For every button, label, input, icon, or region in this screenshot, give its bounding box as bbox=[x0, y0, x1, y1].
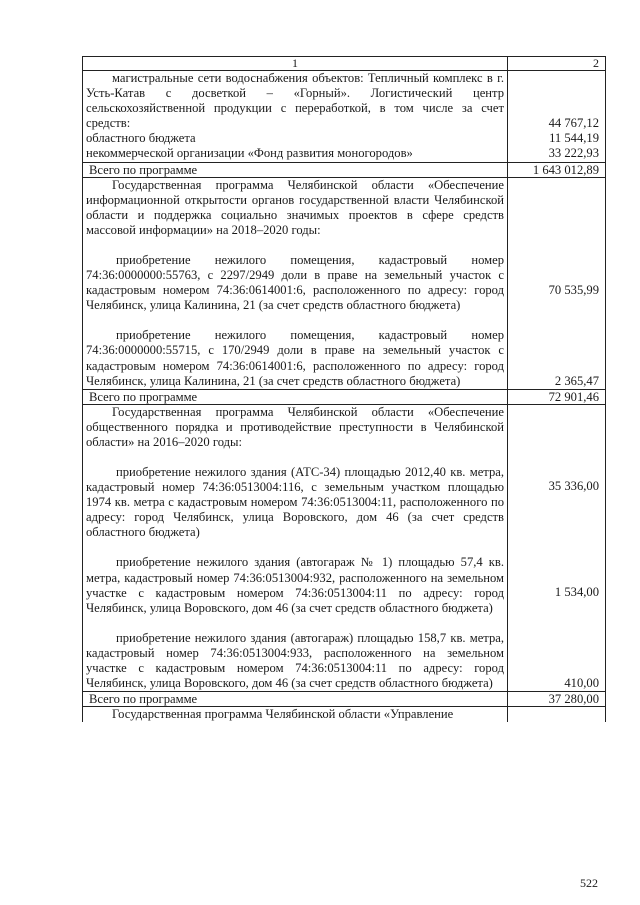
total-label: Всего по программе bbox=[83, 389, 508, 404]
item-text: приобретение нежилого помещения, кадастровый номер 74:36:0000000:55715, с 170/2949 доли в праве на земельный участок с кадастровым номером 74:36:0614001:6, расположенного по адресу: город Челябинск, улица Калинина, 21 (за счет средств областного бюджета) bbox=[86, 328, 504, 388]
page-number: 522 bbox=[580, 876, 598, 890]
table-row bbox=[83, 71, 606, 163]
section1-line-label: областного бюджета bbox=[86, 131, 196, 146]
total-value: 1 643 012,89 bbox=[508, 162, 606, 177]
section1-value: 11 544,19 bbox=[549, 131, 599, 146]
table-header-row bbox=[83, 57, 606, 71]
budget-table bbox=[82, 56, 606, 722]
table-row bbox=[83, 177, 606, 389]
section2-text-cell bbox=[83, 177, 508, 389]
section1-line-label: некоммерческой организации «Фонд развития моногородов» bbox=[86, 146, 413, 161]
total-label: Всего по программе bbox=[83, 162, 508, 177]
total-row bbox=[83, 692, 606, 707]
table-row bbox=[83, 404, 606, 692]
column-header-2: 2 bbox=[508, 57, 606, 71]
total-value: 72 901,46 bbox=[508, 389, 606, 404]
item-value: 1 534,00 bbox=[554, 585, 599, 600]
item-value: 35 336,00 bbox=[548, 479, 599, 494]
section2-values-cell bbox=[508, 177, 606, 389]
item-text: приобретение нежилого здания (автогараж № 1) площадью 57,4 кв. метра, кадастровый номер 74:36:0513004:932, расположенного на земельном участке с кадастровым номером 74:36:0513004:11 по адресу: город Челябинск, улица Воровского, дом 46 (за счет средств областного бюджета) bbox=[86, 555, 504, 615]
total-label: Всего по программе bbox=[83, 692, 508, 707]
section3-text-cell bbox=[83, 404, 508, 692]
section4-values-cell bbox=[508, 707, 606, 723]
item-text: приобретение нежилого здания (АТС-34) площадью 2012,40 кв. метра, кадастровый номер 74:36:0513004:116, с земельным участком площадью 1974 кв. метра с кадастровым номером 74:36:0513004:11, расположенного по адресу: город Челябинск, улица Воровского, дом 46 (за счет средств областного бюджета) bbox=[86, 464, 504, 540]
section4-text-cell bbox=[83, 707, 508, 723]
section1-paragraph: магистральные сети водоснабжения объектов: Тепличный комплекс в г. Усть-Катав с досветкой – «Горный». Логистический центр сельскохозяйственной продукции с переработкой, в том числе за счет средств: bbox=[86, 71, 504, 131]
item-text: приобретение нежилого здания (автогараж) площадью 158,7 кв. метра, кадастровый номер 74:36:0513004:933, расположенного на земельном участке с кадастровым номером 74:36:0513004:11 по адресу: город Челябинск, улица Воровского, дом 46 (за счет средств областного бюджета) bbox=[86, 630, 504, 691]
program-title: Государственная программа Челябинской области «Обеспечение общественного порядка и противодействие преступности в Челябинской области» на 2016–2020 годы: bbox=[86, 404, 504, 449]
total-row bbox=[83, 162, 606, 177]
section1-values-cell bbox=[508, 71, 606, 163]
total-value: 37 280,00 bbox=[508, 692, 606, 707]
item-value: 410,00 bbox=[564, 676, 599, 691]
program-title: Государственная программа Челябинской области «Обеспечение информационной открытости органов государственной власти Челябинской области и поддержка социально значимых проектов в сфере средств массовой информации» на 2018–2020 годы: bbox=[86, 177, 504, 237]
item-value: 2 365,47 bbox=[554, 373, 599, 388]
item-text: приобретение нежилого помещения, кадастровый номер 74:36:0000000:55763, с 2297/2949 доли в праве на земельный участок с кадастровым номером 74:36:0614001:6, расположенного по адресу: город Челябинск, улица Калинина, 21 (за счет средств областного бюджета) bbox=[86, 252, 504, 313]
program-title: Государственная программа Челябинской области «Управление bbox=[112, 707, 454, 722]
section1-value: 33 222,93 bbox=[548, 146, 599, 161]
section1-text-cell bbox=[83, 71, 508, 163]
total-row bbox=[83, 389, 606, 404]
column-header-1: 1 bbox=[83, 57, 508, 71]
section1-value: 44 767,12 bbox=[548, 116, 599, 131]
table-row bbox=[83, 707, 606, 723]
section3-values-cell bbox=[508, 404, 606, 692]
item-value: 70 535,99 bbox=[548, 282, 599, 297]
